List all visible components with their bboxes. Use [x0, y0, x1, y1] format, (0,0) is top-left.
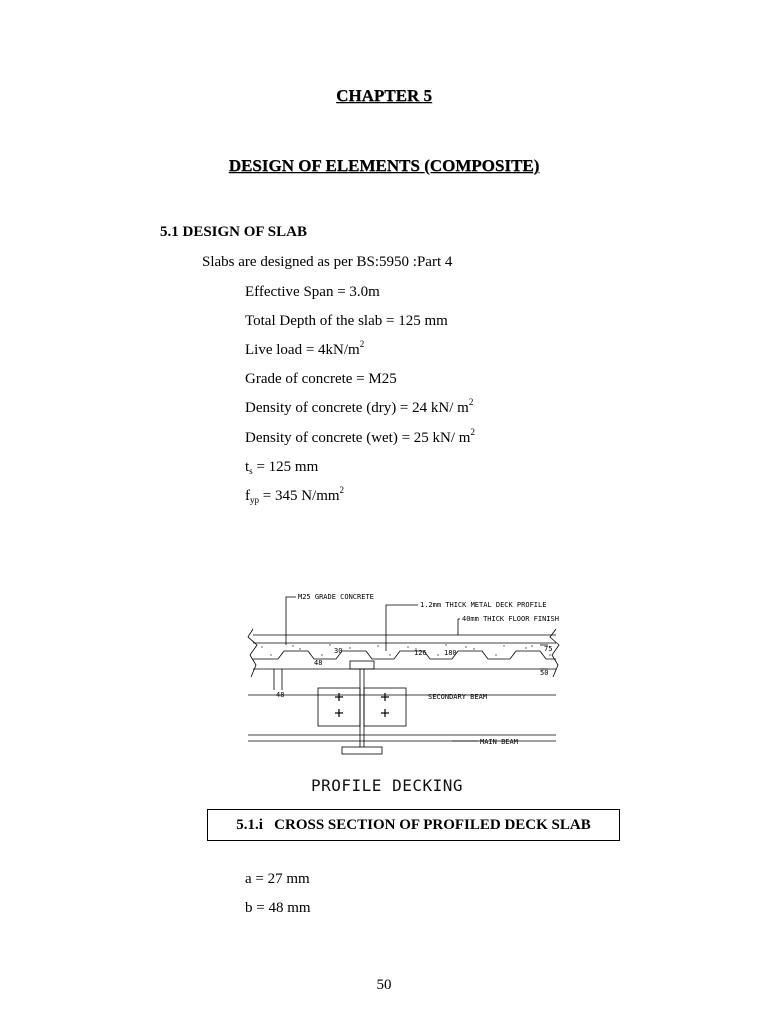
label-concrete: M25 GRADE CONCRETE	[298, 593, 374, 601]
density-dry-text: Density of concrete (dry) = 24 kN/ m	[245, 400, 469, 416]
dim-75: 75	[544, 645, 553, 653]
ts-subscript: s	[249, 466, 253, 476]
page-title: DESIGN OF ELEMENTS (COMPOSITE)	[228, 156, 540, 175]
density-dry-line	[245, 397, 474, 417]
intro-text: Slabs are designed as per BS:5950 :Part 4	[202, 254, 453, 270]
profile-decking-label: PROFILE DECKING	[311, 776, 463, 795]
fyp-value: = 345 N/mm	[259, 488, 340, 504]
total-depth-line: Total Depth of the slab = 125 mm	[245, 313, 448, 329]
chapter-heading: CHAPTER 5	[336, 86, 432, 105]
density-dry-exponent: 2	[468, 397, 474, 407]
ts-line	[245, 459, 318, 476]
density-wet-line	[245, 427, 475, 447]
ts-value: = 125 mm	[252, 459, 319, 475]
density-wet-exponent: 2	[470, 427, 475, 437]
effective-span-line: Effective Span = 3.0m	[245, 284, 380, 300]
section-heading: 5.1 DESIGN OF SLAB	[160, 224, 307, 240]
live-load-exponent: 2	[359, 339, 365, 349]
figure-caption-text: 5.1.i CROSS SECTION OF PROFILED DECK SLAB	[236, 816, 591, 833]
ts-symbol: t	[245, 459, 250, 475]
profile-decking-diagram	[238, 585, 608, 760]
dim-180: 180	[444, 649, 457, 657]
fyp-line	[245, 485, 345, 505]
label-main-beam: MAIN BEAM	[480, 738, 518, 746]
label-finish: 40mm THICK FLOOR FINISH	[462, 615, 559, 623]
density-wet-text: Density of concrete (wet) = 25 kN/ m	[245, 430, 471, 446]
fyp-exponent: 2	[339, 485, 345, 495]
concrete-hatch	[261, 644, 553, 655]
live-load-line	[245, 339, 365, 359]
dim-50: 50	[540, 669, 549, 677]
page-number: 50	[376, 977, 392, 993]
live-load-text: Live load = 4kN/m	[245, 342, 360, 358]
fyp-subscript: yp	[250, 495, 259, 505]
label-deck: 1.2mm THICK METAL DECK PROFILE	[420, 601, 547, 609]
fyp-symbol: f	[245, 488, 250, 504]
value-b: b = 48 mm	[245, 900, 311, 916]
dim-30: 30	[334, 647, 343, 655]
dim-48-bottom: 48	[276, 691, 285, 699]
figure-caption	[207, 809, 620, 841]
label-secondary-beam: SECONDARY BEAM	[428, 693, 488, 701]
value-a: a = 27 mm	[245, 871, 310, 887]
dim-48-top: 48	[314, 659, 323, 667]
grade-line: Grade of concrete = M25	[245, 371, 397, 387]
dim-126: 126	[414, 649, 427, 657]
